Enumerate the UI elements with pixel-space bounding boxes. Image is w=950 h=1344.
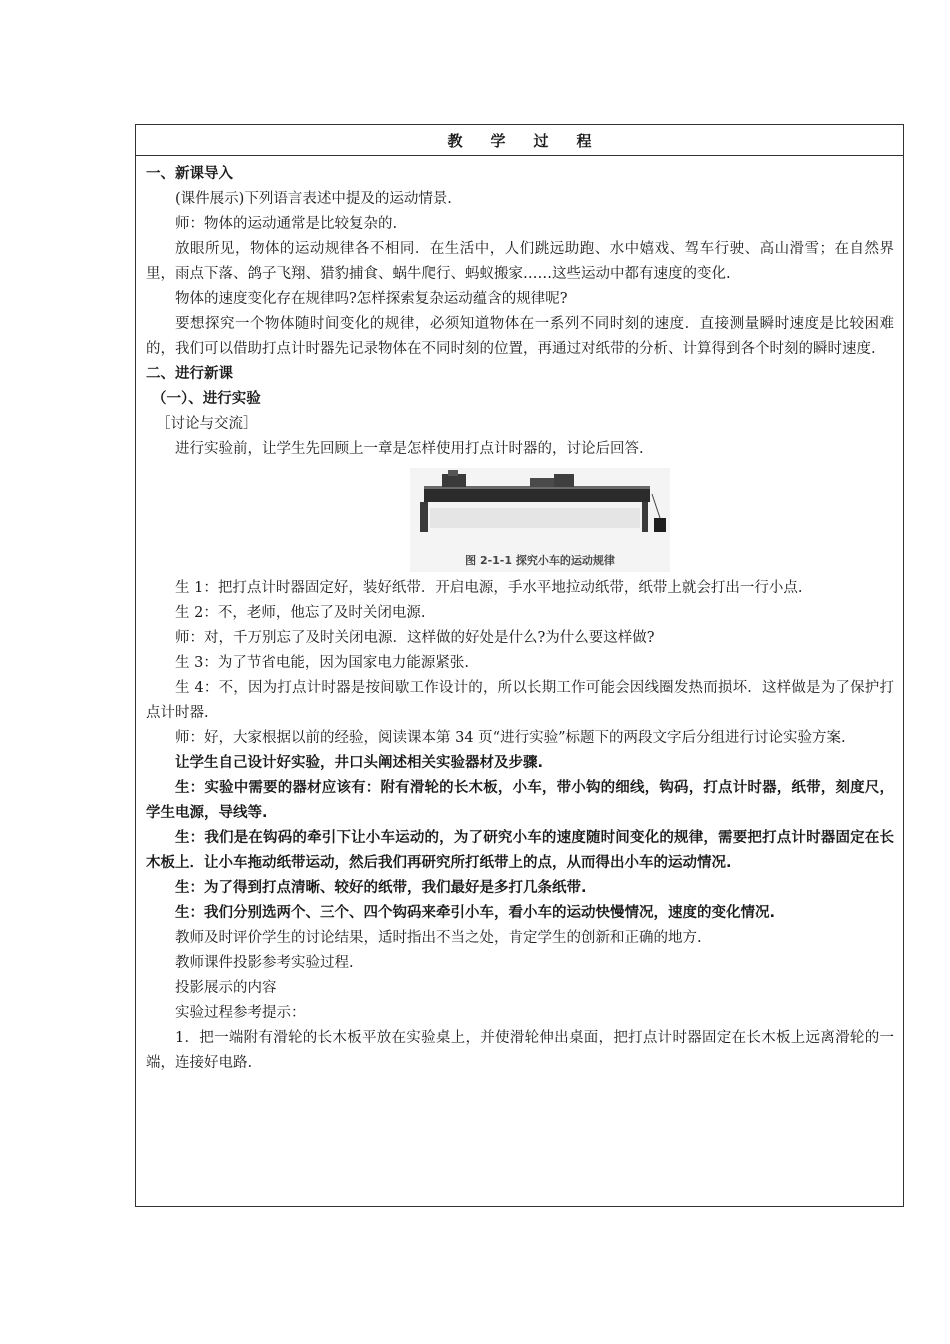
dialog-paragraph: 师：对，千万别忘了及时关闭电源．这样做的好处是什么?为什么要这样做? xyxy=(175,630,655,646)
dialog-paragraph: 让学生自己设计好实验，井口头阐述相关实验器材及步骤. xyxy=(175,755,544,771)
lesson-table xyxy=(135,124,904,1207)
intro-paragraph: 要想探究一个物体随时间变化的规律，必须知道物体在一系列不同时刻的速度．直接测量瞬时速度是比较困难的，我们可以借助打点计时器先记录物体在不同时刻的位置，再通过对纸带的分析、计算得到各个时刻的瞬时速度. xyxy=(146,316,894,357)
dialog-paragraph: 生：实验中需要的器材应该有：附有滑轮的长木板，小车，带小钩的细线，钩码，打点计时器，纸带，刻度尺，学生电源，导线等. xyxy=(146,780,894,821)
intro-paragraph: (课件展示)下列语言表述中提及的运动情景. xyxy=(175,191,452,207)
subsection-heading: （一）、进行实验 xyxy=(152,391,261,407)
section-heading-intro: 一、新课导入 xyxy=(146,166,233,182)
page-title: 教学过程 xyxy=(447,131,620,150)
intro-paragraph: 师：物体的运动通常是比较复杂的. xyxy=(175,216,398,232)
dialog-paragraph: 生 2：不，老师，他忘了及时关闭电源. xyxy=(175,605,426,621)
dialog-paragraph: 生：为了得到打点清晰、较好的纸带，我们最好是多打几条纸带. xyxy=(175,880,587,896)
dialog-list xyxy=(146,576,894,1076)
dialog-paragraph: 师：好，大家根据以前的经验，阅读课本第 34 页“进行实验”标题下的两段文字后分组进行讨论实验方案. xyxy=(175,730,846,746)
table-header xyxy=(136,125,903,156)
dialog-paragraph: 生：我们分别选两个、三个、四个钩码来牵引小车，看小车的运动快慢情况，速度的变化情况. xyxy=(175,905,776,921)
dialog-paragraph: 投影展示的内容 xyxy=(175,980,277,996)
intro-paragraph: 物体的速度变化存在规律吗?怎样探索复杂运动蕴含的规律呢? xyxy=(175,291,568,307)
dialog-paragraph: 实验过程参考提示： xyxy=(175,1005,306,1021)
dialog-paragraph: 生 4：不，因为打点计时器是按间歇工作设计的，所以长期工作可能会因线圈发热而损坏．这样做是为了保护打点计时器. xyxy=(146,680,894,721)
experiment-figure xyxy=(186,468,894,572)
dialog-paragraph: 生 1：把打点计时器固定好，装好纸带．开启电源，手水平地拉动纸带，纸带上就会打出一行小点. xyxy=(175,580,803,596)
dialog-paragraph: 1．把一端附有滑轮的长木板平放在实验桌上，并使滑轮伸出桌面，把打点计时器固定在长木板上远离滑轮的一端，连接好电路. xyxy=(146,1030,894,1071)
discussion-label: ［讨论与交流］ xyxy=(156,416,258,432)
paragraph-before-figure: 进行实验前，让学生先回顾上一章是怎样使用打点计时器的，讨论后回答. xyxy=(175,441,644,457)
dialog-paragraph: 教师课件投影参考实验过程. xyxy=(175,955,354,971)
experiment-apparatus-image xyxy=(410,468,670,572)
lesson-content xyxy=(136,156,903,1076)
dialog-paragraph: 生：我们是在钩码的牵引下让小车运动的，为了研究小车的速度随时间变化的规律，需要把打点计时器固定在长木板上．让小车拖动纸带运动，然后我们再研究所打纸带上的点，从而得出小车的运动情况. xyxy=(146,830,894,871)
section-heading-newlesson: 二、进行新课 xyxy=(146,366,233,382)
dialog-paragraph: 生 3：为了节省电能，因为国家电力能源紧张. xyxy=(175,655,469,671)
intro-paragraph: 放眼所见，物体的运动规律各不相同．在生活中，人们跳远助跑、水中嬉戏、驾车行驶、高山滑雪；在自然界里，雨点下落、鸽子飞翔、猎豹捕食、蜗牛爬行、蚂蚁搬家……这些运动中都有速度的变化. xyxy=(146,241,894,282)
figure-caption: 图 2-1-1 探究小车的运动规律 xyxy=(465,554,615,567)
dialog-paragraph: 教师及时评价学生的讨论结果，适时指出不当之处，肯定学生的创新和正确的地方. xyxy=(175,930,702,946)
